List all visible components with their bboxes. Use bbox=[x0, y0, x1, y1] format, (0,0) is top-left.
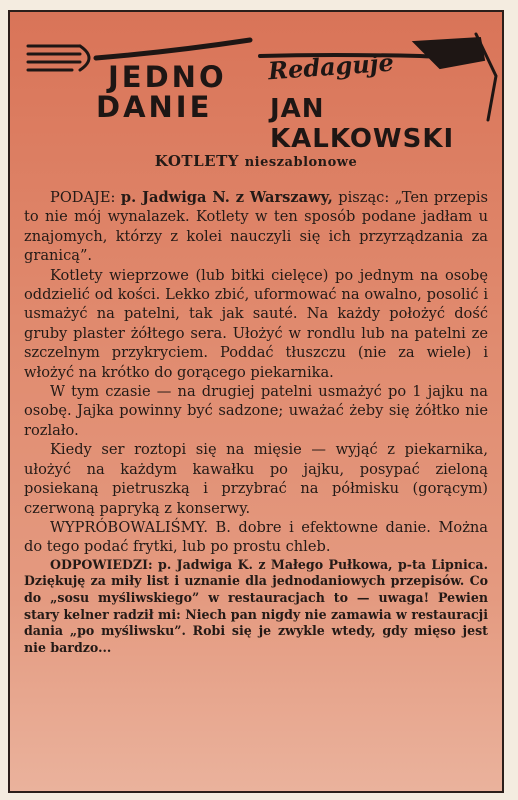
column-title bbox=[96, 62, 227, 122]
paragraph-intro bbox=[10, 188, 502, 266]
editor-name: JAN KALKOWSKI bbox=[270, 94, 455, 154]
intro-author: p. Jadwiga N. z Warszawy, bbox=[120, 189, 333, 206]
paragraph-tested: WYPRÓBOWALIŚMY. B. dobre i efektowne danie. Można do tego podać frytki, lub po prostu chleb. bbox=[24, 518, 488, 556]
editor-label: Redaguje bbox=[267, 47, 395, 86]
paragraph-answers bbox=[10, 557, 502, 657]
newspaper-column bbox=[8, 10, 504, 793]
paragraph-preparation: Kotlety wieprzowe (lub bitki cielęce) po jednym na osobę oddzielić od kości. Lekko zbić, uformować na owalno, posolić i usmażyć na patelni, tak jak sauté. Na każdy położyć dość gruby plaster żółtego sera. Ułożyć w rondlu lub na patelni ze szczelnym przykryciem. Poddać tłuszczu (nie za wiele) i włożyć na krótko do gorącego piekarnika. bbox=[24, 266, 488, 381]
answers-lead: ODPOWIEDZI: bbox=[50, 556, 159, 572]
headline-rest: nieszablonowe bbox=[244, 155, 358, 170]
answers-addressee: p. Jadwiga K. z Małego Pułkowa, bbox=[158, 556, 393, 572]
answers-text: p-ta Lipnica. Dziękuję za miły list i uznanie dla jednodaniowych przepisów. Co do „sosu myśliwskiego” w restauracjach to — uwaga! Pewien stary kelner radził mi: Niech pan nigdy nie zamawia w restauracji dania „po myśliwsku”. Robi się je zwykle wtedy, gdy mięso jest nie bardzo... bbox=[24, 556, 488, 655]
paragraph-eggs: W tym czasie — na drugiej patelni usmażyć po 1 jajku na osobę. Jajka powinny być sadzone; uważać żeby się żółtko nie rozlało. bbox=[24, 383, 488, 439]
column-title-line2: DANIE bbox=[96, 90, 213, 124]
recipe-headline bbox=[10, 152, 502, 170]
paragraph-serving: Kiedy ser roztopi się na mięsie — wyjąć z piekarnika, ułożyć na każdym kawałku po jajku, posypać zieloną posiekaną pietruszką i przybrać na półmisku (gorącym) czerwoną papryką z konserwy. bbox=[24, 441, 488, 517]
intro-lead: PODAJE: bbox=[50, 189, 121, 206]
column-title-line1: JEDNO bbox=[108, 60, 227, 94]
headline-main: KOTLETY bbox=[154, 152, 239, 170]
column-header bbox=[10, 12, 502, 154]
article-body bbox=[10, 152, 502, 656]
intro-text: pisząc: „Ten przepis to nie mój wynalazek. Kotlety w ten sposób podane jadłam u znajomych, którzy z kolei nauczyli się ich przyrządzania za granicą”. bbox=[24, 189, 489, 265]
